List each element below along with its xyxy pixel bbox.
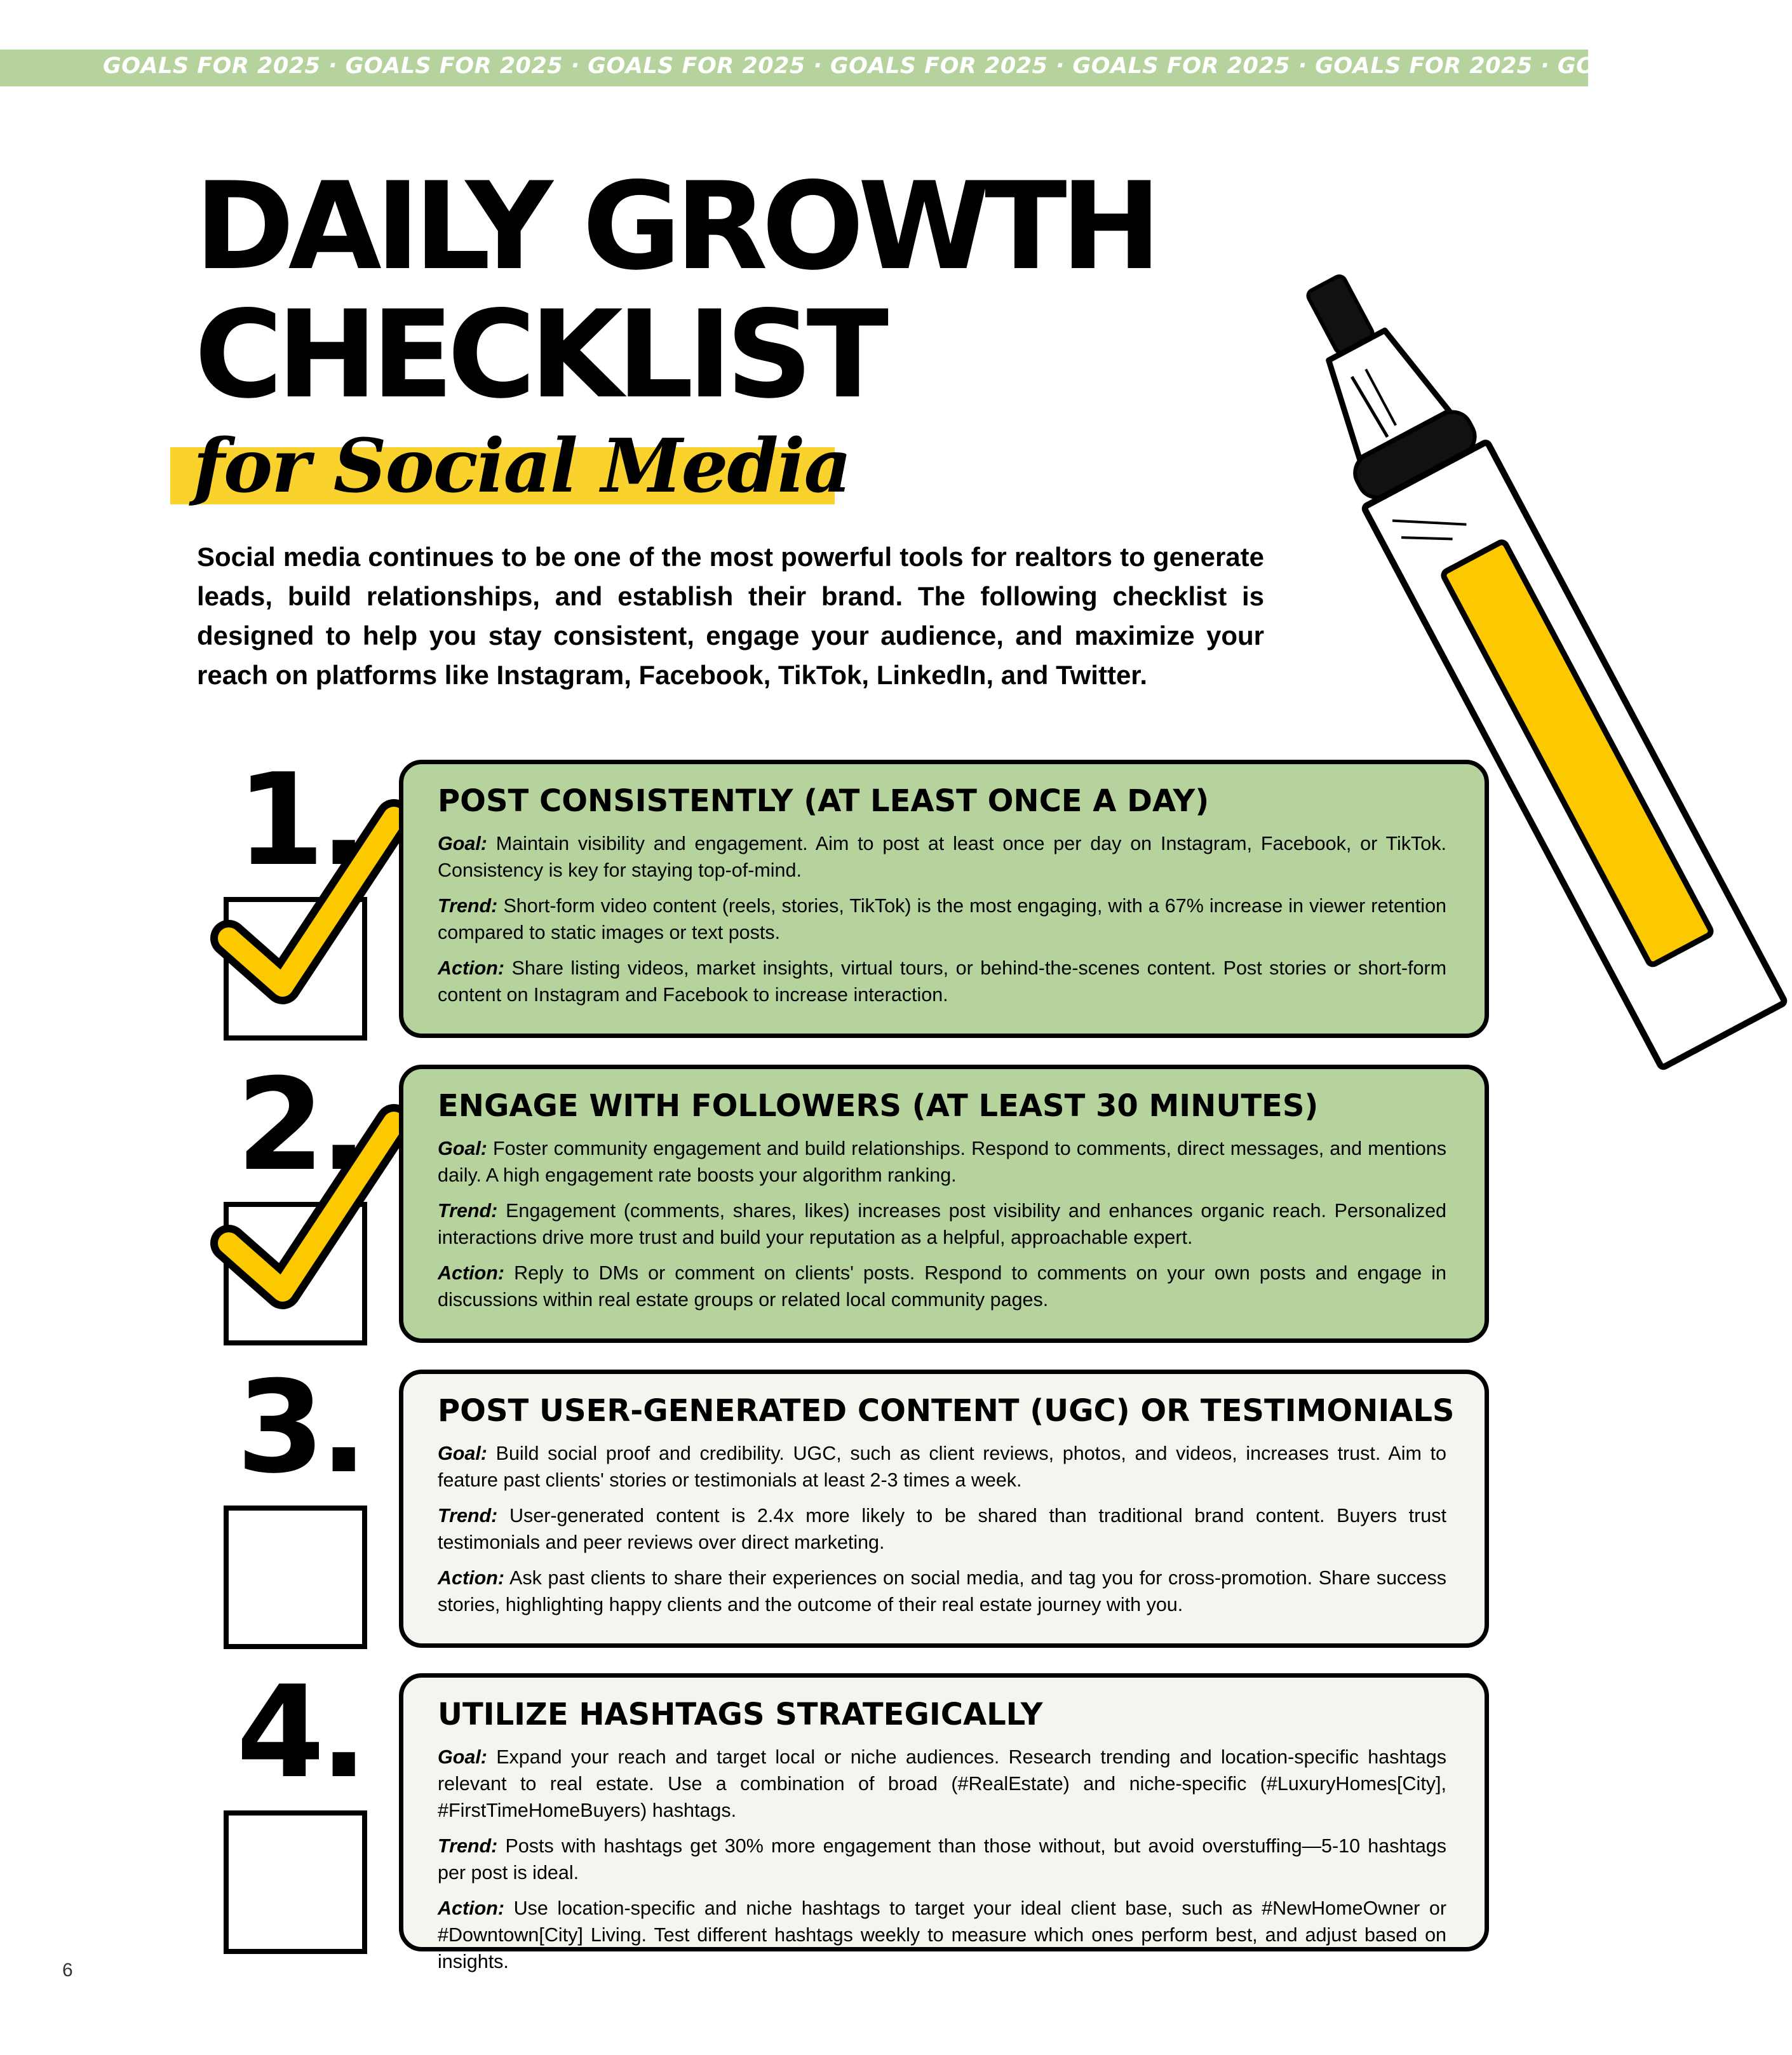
goal-text xyxy=(438,830,1446,884)
action-body: Ask past clients to share their experiences on social media, and tag you for cross-promotion. Share success stories, highlighting happy clients and the outcome of their real estate journey with you. xyxy=(438,1567,1446,1615)
page-number: 6 xyxy=(62,1960,73,1981)
checklist-card-4 xyxy=(399,1673,1489,1972)
item-number-3: 3. xyxy=(236,1354,363,1502)
item-number-2: 2. xyxy=(236,1051,363,1199)
action-text xyxy=(438,1260,1446,1313)
action-label: Action: xyxy=(438,1897,505,1919)
card-heading: ENGAGE WITH FOLLOWERS (AT LEAST 30 MINUTES) xyxy=(438,1088,1319,1124)
top-banner xyxy=(0,50,1792,86)
card-heading: UTILIZE HASHTAGS STRATEGICALLY xyxy=(438,1697,1043,1732)
trend-text xyxy=(438,893,1446,946)
checkbox-item-4[interactable] xyxy=(224,1810,367,1954)
checkmark-icon xyxy=(210,1107,413,1316)
action-body: Share listing videos, market insights, virtual tours, or behind-the-scenes content. Post stories or short-form content on Instagram and Facebook to increase interaction. xyxy=(438,957,1446,1006)
trend-label: Trend: xyxy=(438,1505,498,1526)
action-label: Action: xyxy=(438,957,505,979)
title-line-1: DAILY GROWTH xyxy=(194,156,1155,297)
goal-text xyxy=(438,1744,1446,1824)
action-label: Action: xyxy=(438,1567,505,1589)
action-body: Use location-specific and niche hashtags to target your ideal client base, such as #NewHomeOwner or #Downtown[City] Living. Test different hashtags weekly to measure which ones perform best, and adjust based on insights. xyxy=(438,1897,1446,1972)
trend-text xyxy=(438,1197,1446,1251)
goal-label: Goal: xyxy=(438,1138,487,1159)
action-text xyxy=(438,955,1446,1008)
checkbox-item-3[interactable] xyxy=(224,1506,367,1649)
item-number-4: 4. xyxy=(236,1659,363,1807)
trend-body: Engagement (comments, shares, likes) increases post visibility and enhances organic reach. Personalized interactions drive more trust and build your reputation as a helpful, approachable expert. xyxy=(438,1200,1446,1248)
trend-text xyxy=(438,1833,1446,1886)
goal-text xyxy=(438,1135,1446,1189)
goal-body: Maintain visibility and engagement. Aim to post at least once per day on Instagram, Facebook, or TikTok. Consistency is key for staying top-of-mind. xyxy=(438,833,1446,881)
title-line-2: CHECKLIST xyxy=(194,285,883,425)
checklist-card-2 xyxy=(399,1065,1489,1343)
goal-label: Goal: xyxy=(438,833,487,854)
goal-body: Expand your reach and target local or niche audiences. Research trending and location-specific hashtags relevant to real estate. Use a combination of broad (#RealEstate) and niche-specific (#LuxuryHomes[City], #FirstTimeHomeBuyers) hashtags. xyxy=(438,1746,1446,1821)
action-label: Action: xyxy=(438,1262,505,1284)
action-text xyxy=(438,1565,1446,1618)
intro-paragraph: Social media continues to be one of the most powerful tools for realtors to generate leads, build relationships, and establish their brand. The following checklist is designed to help you stay consistent, engage your audience, and maximize your reach on platforms like Instagram, Facebook, TikTok, LinkedIn, and Twitter. xyxy=(197,542,1264,690)
checklist-card-1 xyxy=(399,760,1489,1038)
trend-body: Short-form video content (reels, stories, TikTok) is the most engaging, with a 67% increase in viewer retention compared to static images or text posts. xyxy=(438,895,1446,943)
item-number-1: 1. xyxy=(236,746,363,894)
goal-body: Foster community engagement and build relationships. Respond to comments, direct messages, and mentions daily. A high engagement rate boosts your algorithm ranking. xyxy=(438,1138,1446,1186)
trend-label: Trend: xyxy=(438,1835,498,1857)
goal-label: Goal: xyxy=(438,1746,487,1768)
trend-label: Trend: xyxy=(438,895,498,917)
page-subtitle: for Social Media xyxy=(193,423,851,509)
goal-text xyxy=(438,1440,1446,1493)
card-heading: POST USER-GENERATED CONTENT (UGC) OR TESTIMONIALS xyxy=(438,1393,1455,1429)
trend-body: User-generated content is 2.4x more likely to be shared than traditional brand content. Buyers trust testimonials and peer reviews over direct marketing. xyxy=(438,1505,1446,1553)
banner-text: GOALS FOR 2025 · GOALS FOR 2025 · GOALS FOR 2025 · GOALS FOR 2025 · GOALS FOR 2025 · GOALS FOR 2025 · GOALS FOR 2025 · xyxy=(103,53,1792,79)
trend-body: Posts with hashtags get 30% more engagement than those without, but avoid overstuffing—5-10 hashtags per post is ideal. xyxy=(438,1835,1447,1883)
goal-label: Goal: xyxy=(438,1443,487,1464)
trend-label: Trend: xyxy=(438,1200,498,1222)
goal-body: Build social proof and credibility. UGC, such as client reviews, photos, and videos, increases trust. Aim to feature past clients' stories or testimonials at least 2-3 times a week. xyxy=(438,1443,1446,1491)
checkmark-icon xyxy=(210,802,413,1011)
trend-text xyxy=(438,1502,1446,1556)
action-text xyxy=(438,1895,1446,1975)
card-heading: POST CONSISTENTLY (AT LEAST ONCE A DAY) xyxy=(438,783,1209,819)
page-title xyxy=(194,156,1155,425)
action-body: Reply to DMs or comment on clients' posts. Respond to comments on your own posts and engage in discussions within real estate groups or related local community pages. xyxy=(438,1262,1447,1310)
checklist-card-3 xyxy=(399,1370,1489,1648)
